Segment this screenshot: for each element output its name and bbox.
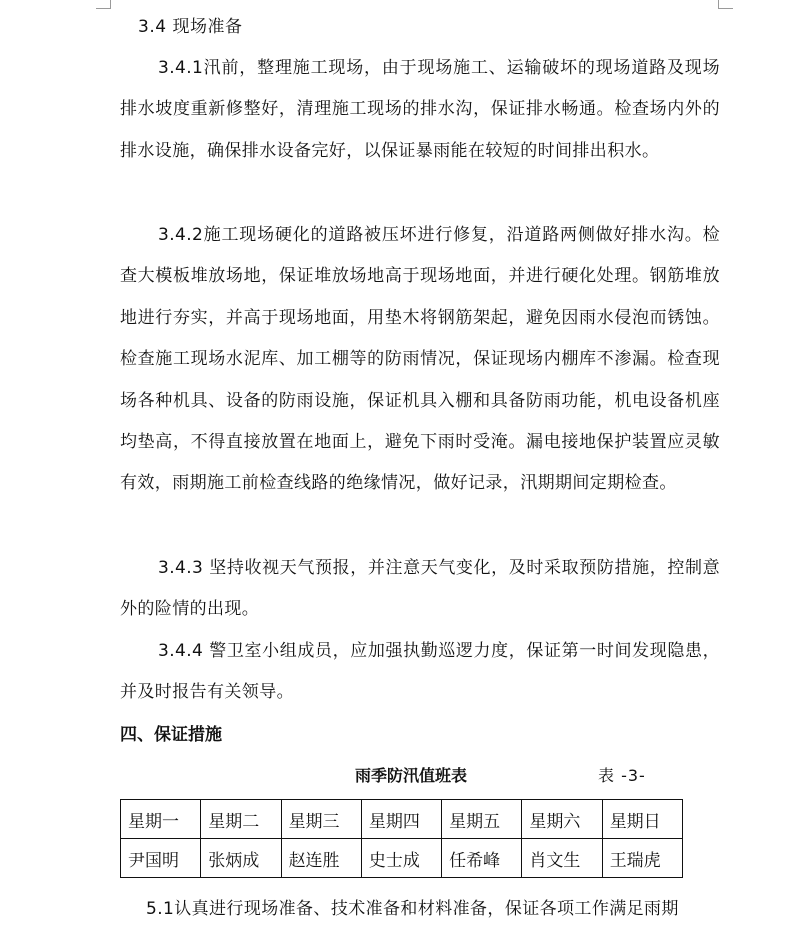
paragraph-3-4-1: 3.4.1汛前，整理施工现场，由于现场施工、运输破坏的现场道路及现场排水坡度重新修整好，清理施工现场的排水沟，保证排水畅通。检查场内外的排水设施，确保排水设备完好，以保证暴雨能在较短的时间排出积水。 <box>120 58 720 161</box>
table-cell-person: 赵连胜 <box>281 839 361 878</box>
paragraph-3-4-2: 3.4.2施工现场硬化的道路被压坏进行修复，沿道路两侧做好排水沟。检查大模板堆放场地，保证堆放场地高于现场地面，并进行硬化处理。钢筋堆放地进行夯实，并高于现场地面，用垫木将钢筋架起，避免因雨水侵泡而锈蚀。检查施工现场水泥库、加工棚等的防雨情况，保证现场内棚库不渗漏。检查现场各种机具、设备的防雨设施，保证机具入棚和具备防雨功能，机电设备机座均垫高，不得直接放置在地面上，避免下雨时受淹。漏电接地保护装置应灵敏有效，雨期施工前检查线路的绝缘情况，做好记录，汛期期间定期检查。 <box>120 225 720 494</box>
table-title: 雨季防汛值班表 <box>355 766 468 785</box>
paragraph-3-4-4: 3.4.4 警卫室小组成员，应加强执勤巡逻力度，保证第一时间发现隐患，并及时报告有关领导。 <box>120 641 720 703</box>
paragraph-3-4-3: 3.4.3 坚持收视天气预报，并注意天气变化，及时采取预防措施，控制意外的险情的出现。 <box>120 558 720 620</box>
margin-corner-left <box>96 0 111 9</box>
table-cell-person: 尹国明 <box>121 839 201 878</box>
table-cell-day: 星期二 <box>201 800 281 839</box>
table-cell-day: 星期日 <box>602 800 682 839</box>
table-cell-person: 张炳成 <box>201 839 281 878</box>
table-cell-day: 星期四 <box>361 800 441 839</box>
table-cell-person: 王瑞虎 <box>602 839 682 878</box>
duty-table <box>120 799 683 878</box>
table-row-people <box>121 839 683 878</box>
table-cell-person: 肖文生 <box>522 839 602 878</box>
margin-corner-right <box>718 0 733 9</box>
table-cell-day: 星期六 <box>522 800 602 839</box>
table-row-days <box>121 800 683 839</box>
chapter-heading: 四、保证措施 <box>120 725 222 745</box>
table-number: 表 -3- <box>598 766 646 785</box>
table-cell-person: 史士成 <box>361 839 441 878</box>
table-cell-day: 星期一 <box>121 800 201 839</box>
table-cell-day: 星期五 <box>442 800 522 839</box>
paragraph-5-1: 5.1认真进行现场准备、技术准备和材料准备，保证各项工作满足雨期 <box>146 899 679 919</box>
section-heading: 3.4 现场准备 <box>138 17 243 37</box>
table-cell-person: 任希峰 <box>442 839 522 878</box>
table-cell-day: 星期三 <box>281 800 361 839</box>
